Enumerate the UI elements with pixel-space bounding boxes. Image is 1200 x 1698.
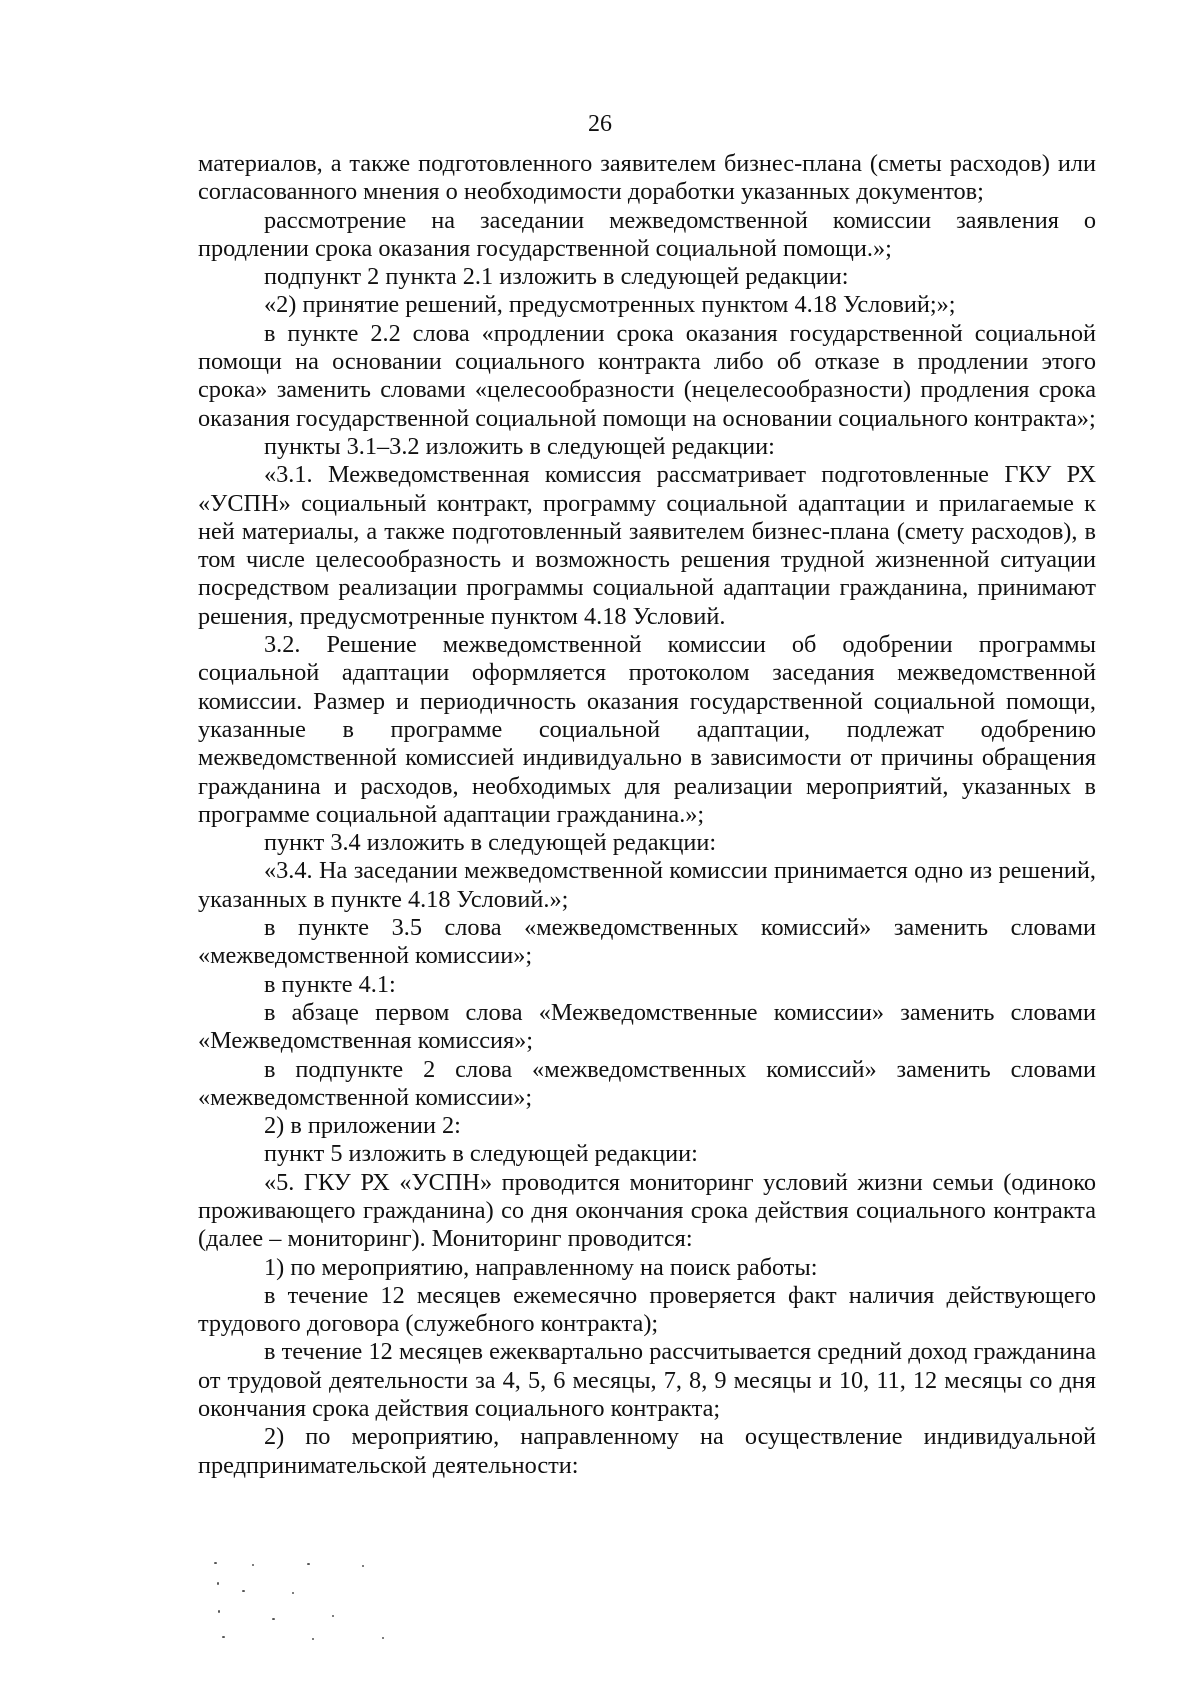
paragraph: в абзаце первом слова «Межведомственные комиссии» заменить словами «Межведомственная комиссия»; <box>198 998 1096 1055</box>
paragraph: «2) принятие решений, предусмотренных пунктом 4.18 Условий;»; <box>264 291 956 319</box>
paragraph: подпункт 2 пункта 2.1 изложить в следующей редакции: <box>264 263 849 291</box>
paragraph: пункт 5 изложить в следующей редакции: <box>264 1140 698 1168</box>
page-number: 26 <box>588 111 612 137</box>
paragraph: в пункте 3.5 слова «межведомственных комиссий» заменить словами «межведомственной комиссии»; <box>198 914 1096 970</box>
paragraph: в пункте 4.1: <box>264 970 396 998</box>
paragraph: материалов, а также подготовленного заявителем бизнес-плана (сметы расходов) или согласованного мнения о необходимости доработки указанных документов; <box>198 150 1096 206</box>
paragraph: «3.1. Межведомственная комиссия рассматривает подготовленные ГКУ РХ «УСПН» социальный контракт, программу социальной адаптации и прилагаемые к ней материалы, а также подготовленный заявителем бизнес-плана (смету расходов), в том числе целесообразность и возможность решения трудной жизненной ситуации посредством реализации программы социальной адаптации гражданина, принимают решения, предусмотренные пунктом 4.18 Условий. <box>198 461 1096 630</box>
paragraph: 2) по мероприятию, направленному на осуществление индивидуальной предпринимательской деятельности: <box>198 1423 1096 1479</box>
paragraph: в течение 12 месяцев ежемесячно проверяется факт наличия действующего трудового договора (служебного контракта); <box>198 1281 1096 1338</box>
paragraph: в подпункте 2 слова «межведомственных комиссий» заменить словами «межведомственной комиссии»; <box>198 1055 1096 1111</box>
paragraph: в пункте 2.2 слова «продлении срока оказания государственной социальной помощи на основании социального контракта либо об отказе в продлении этого срока» заменить словами «целесообразности (нецелесообразности) продления срока оказания государственной социальной помощи на основании социального контракта»; <box>198 319 1096 432</box>
paragraph: пункт 3.4 изложить в следующей редакции: <box>264 829 717 857</box>
document-body <box>198 150 1096 1480</box>
paragraph: рассмотрение на заседании межведомственной комиссии заявления о продлении срока оказания государственной социальной помощи.»; <box>198 206 1096 262</box>
paragraph: «3.4. На заседании межведомственной комиссии принимается одно из решений, указанных в пункте 4.18 Условий.»; <box>198 857 1096 913</box>
scan-artifact <box>212 1560 412 1645</box>
paragraph: 1) по мероприятию, направленному на поиск работы: <box>264 1253 818 1281</box>
paragraph: пункты 3.1–3.2 изложить в следующей редакции: <box>264 432 775 460</box>
paragraph: 3.2. Решение межведомственной комиссии об одобрении программы социальной адаптации оформляется протоколом заседания межведомственной комиссии. Размер и периодичность оказания государственной социальной помощи, указанные в программе социальной адаптации, подлежат одобрению межведомственной комиссией индивидуально в зависимости от причины обращения гражданина и расходов, необходимых для реализации мероприятий, указанных в программе социальной адаптации гражданина.»; <box>198 631 1096 828</box>
paragraph: в течение 12 месяцев ежеквартально рассчитывается средний доход гражданина от трудовой деятельности за 4, 5, 6 месяцы, 7, 8, 9 месяцы и 10, 11, 12 месяцы со дня окончания срока действия социального контракта; <box>198 1338 1096 1423</box>
paragraph: 2) в приложении 2: <box>264 1112 461 1140</box>
paragraph: «5. ГКУ РХ «УСПН» проводится мониторинг условий жизни семьи (одиноко проживающего гражданина) со дня окончания срока действия социального контракта (далее – мониторинг). Мониторинг проводится: <box>198 1168 1096 1253</box>
